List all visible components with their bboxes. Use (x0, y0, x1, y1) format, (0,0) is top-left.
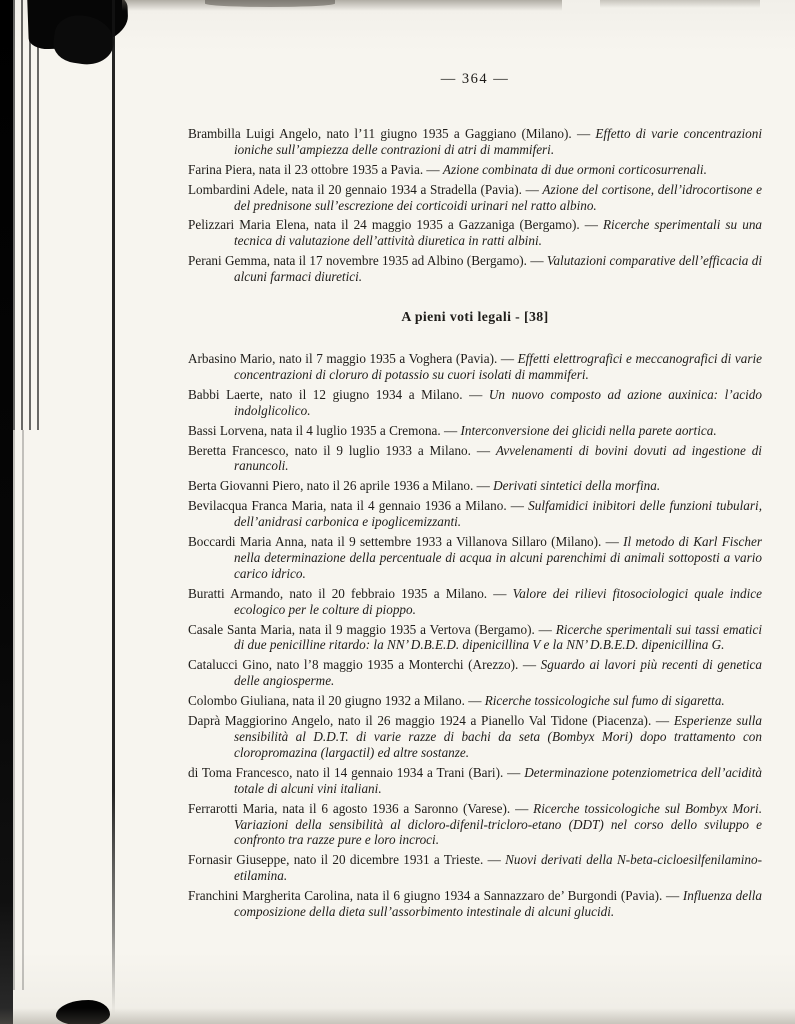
graduate-name: Farina Piera (188, 161, 253, 177)
graduate-entry (188, 888, 762, 920)
scan-artifact-left-edge (0, 0, 13, 1024)
graduate-entry (188, 478, 762, 494)
thesis-title: Ricerche sperimentali sui tassi ematici di due penicilline ritardo: la NN’ D.B.E.D. dipenicillina V e la NN’ D.B.E.D. dipenicillina G. (234, 621, 762, 653)
scan-artifact-page-edges-lower (13, 430, 27, 990)
scan-artifact-top-smudge-dark (205, 0, 335, 7)
thesis-title: Ricerche tossicologiche sul Bombyx Mori. Variazioni della sensibilità al dicloro-difenil-tricloro-etano (DDT) nel corso dello sviluppo e confronto tra razze pure e loro incroci. (234, 800, 762, 848)
entry-birth-details: , nata il 20 giugno 1932 a Milano. — (285, 693, 485, 709)
graduate-entry (188, 423, 762, 439)
entry-birth-details: , nata il 6 agosto 1936 a Saronno (Varese). — (274, 800, 534, 816)
entry-birth-details: , nato il 20 dicembre 1931 a Trieste. — (286, 852, 506, 868)
graduate-entry (188, 713, 762, 761)
graduate-name: Beretta Francesco (188, 442, 286, 458)
entry-birth-details: , nata il 9 maggio 1935 a Vertova (Bergamo). — (291, 621, 556, 637)
graduate-entry (188, 351, 762, 383)
entry-birth-details: , nata il 20 gennaio 1934 a Stradella (Pavia). — (284, 181, 543, 197)
graduate-name: Bassi Lorvena (188, 422, 264, 438)
entry-birth-details: , nato il 9 luglio 1933 a Milano. — (285, 442, 496, 458)
graduate-name: Brambilla Luigi Angelo (188, 125, 318, 141)
page-content (188, 72, 762, 924)
graduate-entry (188, 253, 762, 285)
graduate-entry (188, 498, 762, 530)
entry-birth-details: , nato l’8 maggio 1935 a Monterchi (Arezzo). — (268, 657, 541, 673)
scan-artifact-page-edges (13, 0, 43, 430)
entry-birth-details: , nato il 14 gennaio 1934 a Trani (Bari). — (289, 764, 525, 780)
graduate-name: Babbi Laerte (188, 386, 260, 402)
graduate-entry (188, 126, 762, 158)
graduate-name: Boccardi Maria Anna (188, 534, 304, 550)
graduate-entry (188, 801, 762, 849)
graduate-name: Casale Santa Maria (188, 621, 292, 637)
graduate-name: Berta Giovanni Piero (188, 478, 301, 494)
thesis-title: Esperienze sulla sensibilità al D.D.T. di varie razze di bachi da seta (Bombyx Mori) dopo trattamento con cloropromazina (largactil) ed altre sostanze. (234, 713, 763, 760)
graduate-name: di Toma Francesco (188, 764, 290, 780)
thesis-title: Sulfamidici inibitori delle funzioni tubulari, dell’anidrasi carbonica e ipoglicemizzanti. (234, 498, 762, 530)
thesis-title: Ricerche tossicologiche sul fumo di sigaretta. (484, 693, 725, 709)
graduate-name: Lombardini Adele (188, 181, 285, 197)
graduate-name: Pelizzari Maria Elena (188, 217, 306, 233)
entry-birth-details: , nata il 4 gennaio 1936 a Milano. — (323, 498, 529, 514)
entry-birth-details: , nata il 4 luglio 1935 a Cremona. — (263, 422, 461, 438)
thesis-title: Determinazione potenziometrica dell’acidità totale di alcuni vini italiani. (234, 764, 762, 796)
graduate-name: Ferrarotti Maria (188, 800, 275, 816)
graduate-name: Arbasino Mario (188, 350, 273, 366)
graduate-entry (188, 182, 762, 214)
entry-birth-details: , nato il 26 maggio 1924 a Pianello Val Tidone (Piacenza). — (329, 713, 674, 729)
thesis-title: Un nuovo composto ad azione auxinica: l’acido indolglicolico. (234, 386, 762, 418)
thesis-title: Derivati sintetici della morfina. (493, 478, 661, 494)
entry-birth-details: , nata il 9 settembre 1933 a Villanova Sillaro (Milano). — (303, 534, 624, 550)
graduate-name: Daprà Maggiorino Angelo (188, 713, 330, 729)
page-number: — 364 — (440, 71, 510, 87)
graduate-name: Franchini Margherita Carolina (188, 888, 350, 904)
graduate-entry (188, 852, 762, 884)
graduate-entry (188, 387, 762, 419)
graduate-name: Fornasir Giuseppe (188, 852, 287, 868)
thesis-title: Il metodo di Karl Fischer nella determinazione della percentuale di acqua in alcuni parenchimi di animali sottoposti a vario carico idrico. (234, 534, 762, 581)
thesis-title: Influenza della composizione della dieta sull’assorbimento intestinale di alcuni glucidi. (234, 888, 763, 920)
thesis-title: Effetti elettrografici e meccanografici di varie concentrazioni di cloruro di potassio su cuori isolati di mammiferi. (234, 350, 762, 382)
graduate-name: Catalucci Gino (188, 657, 269, 673)
entry-birth-details: , nata il 24 maggio 1935 a Gazzaniga (Bergamo). — (305, 217, 603, 233)
thesis-title: Azione combinata di due ormoni corticosurrenali. (442, 161, 707, 177)
scan-artifact-top-right-smudge (600, 0, 760, 8)
entry-birth-details: , nato l’11 giugno 1935 a Gaggiano (Milano). — (317, 125, 596, 141)
entry-birth-details: , nato il 26 aprile 1936 a Milano. — (300, 478, 494, 494)
graduate-name: Bevilacqua Franca Maria (188, 498, 323, 514)
thesis-title: Sguardo ai lavori più recenti di genetica delle angiosperme. (234, 657, 762, 689)
thesis-title: Valutazioni comparative dell’efficacia di alcuni farmaci diuretici. (234, 253, 762, 285)
entry-birth-details: , nato il 12 giugno 1934 a Milano. — (259, 386, 489, 402)
graduate-entry (188, 162, 762, 178)
entry-birth-details: , nata il 17 novembre 1935 ad Albino (Bergamo). — (266, 253, 547, 269)
scan-artifact-gutter-line (112, 0, 115, 1014)
graduate-entry (188, 657, 762, 689)
entry-birth-details: , nato il 20 febbraio 1935 a Milano. — (279, 585, 513, 601)
scan-artifact-top-smudge (122, 0, 562, 11)
graduate-name: Perani Gemma (188, 253, 267, 269)
entries-list-top (188, 126, 762, 285)
entry-birth-details: , nata il 6 giugno 1934 a Sannazzaro de’ Burgondi (Pavia). — (349, 888, 683, 904)
graduate-entry (188, 534, 762, 582)
graduate-entry (188, 765, 762, 797)
entry-birth-details: , nata il 23 ottobre 1935 a Pavia. — (252, 161, 443, 177)
thesis-title: Avvelenamenti di bovini dovuti ad ingestione di ranuncoli. (234, 442, 762, 474)
graduate-entry (188, 622, 762, 654)
thesis-title: Effetto di varie concentrazioni ioniche sull’ampiezza delle contrazioni di atri di mammiferi. (234, 125, 763, 157)
thesis-title: Ricerche sperimentali su una tecnica di valutazione dell’attività diuretica in ratti albini. (234, 217, 763, 249)
thesis-title: Valore dei rilievi fitosociologici quale indice ecologico per le colture di pioppo. (234, 585, 762, 617)
entry-birth-details: , nato il 7 maggio 1935 a Voghera (Pavia). — (272, 350, 518, 366)
scan-artifact-bottom-shade (0, 1008, 795, 1024)
graduate-entry (188, 586, 762, 618)
graduate-name: Buratti Armando (188, 585, 280, 601)
graduate-entry (188, 443, 762, 475)
thesis-title: Interconversione dei glicidi nella parete aortica. (460, 422, 717, 438)
graduate-entry (188, 693, 762, 709)
graduate-name: Colombo Giuliana (188, 693, 286, 709)
section-heading: A pieni voti legali - [38] (401, 309, 549, 325)
graduate-entry (188, 217, 762, 249)
thesis-title: Azione del cortisone, dell’idrocortisone e del prednisone sull’escrezione dei corticoidi urinari nel ratto albino. (234, 181, 762, 213)
entries-list-main (188, 351, 762, 920)
thesis-title: Nuovi derivati della N-beta-cicloesilfenilamino-etilamina. (234, 852, 762, 884)
